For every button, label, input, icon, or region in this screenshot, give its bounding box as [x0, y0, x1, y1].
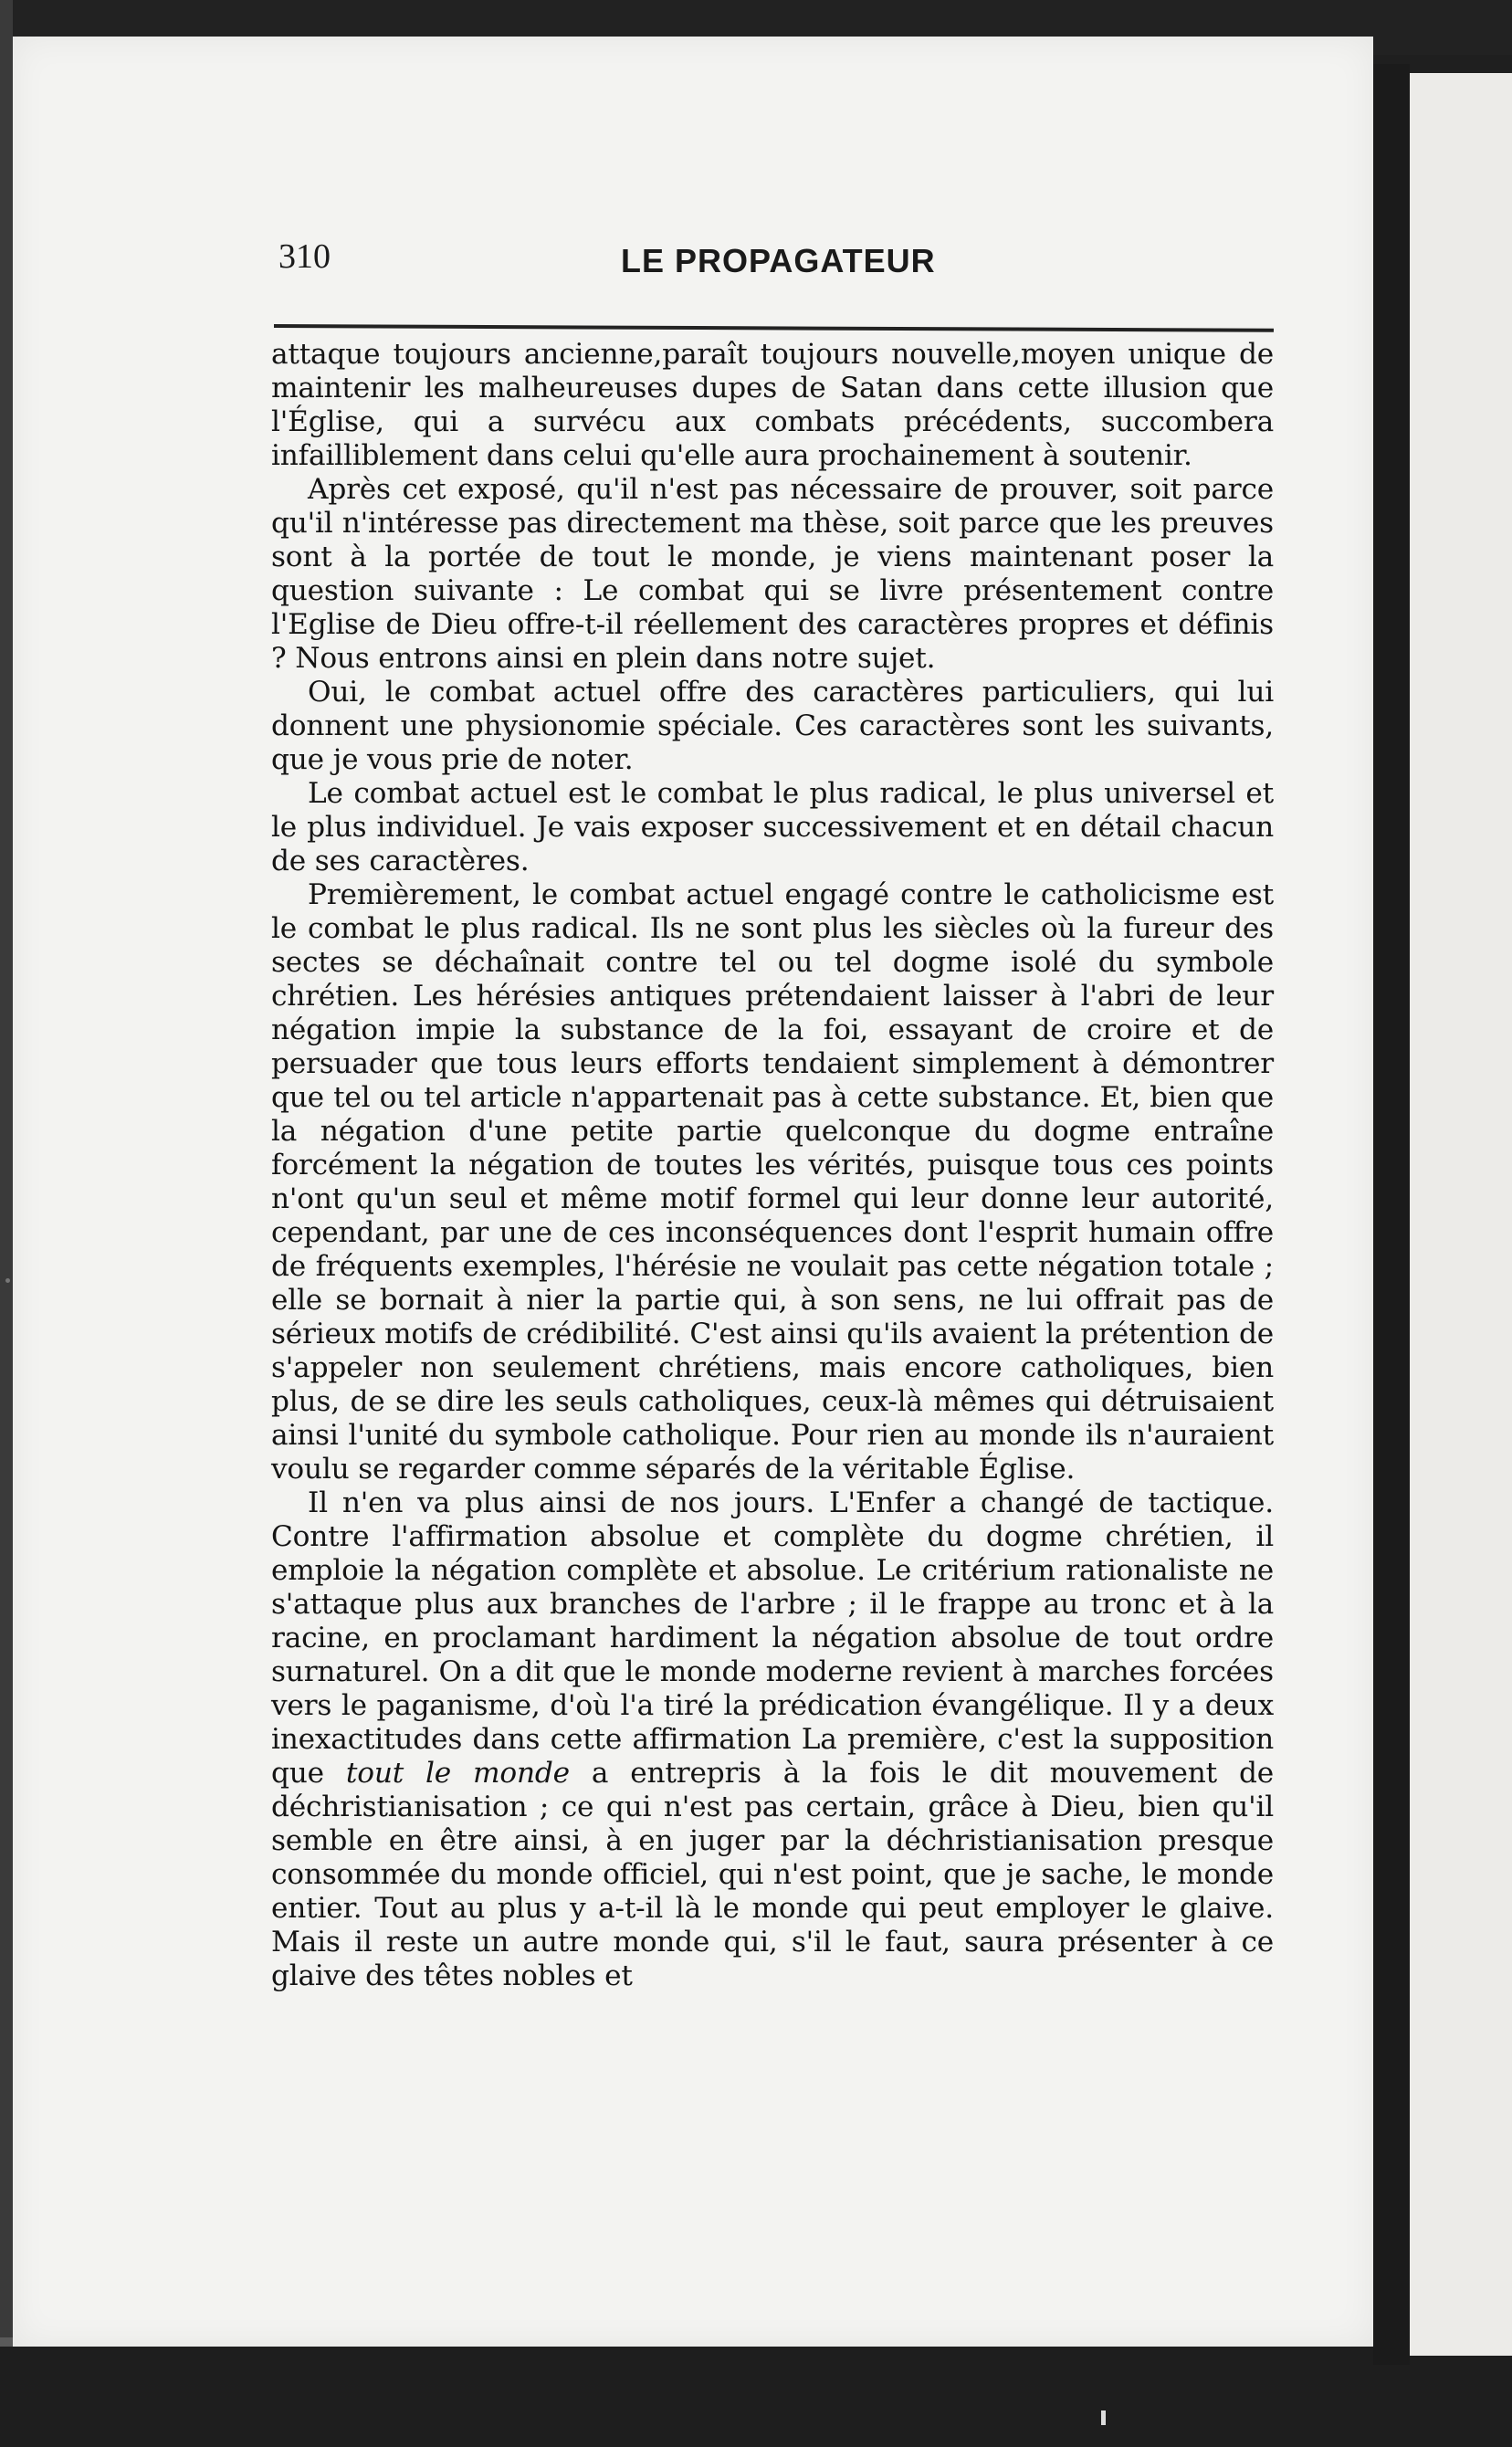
scan-bottom-band	[0, 2347, 1512, 2447]
page-header	[278, 233, 1274, 288]
paragraph-5: Premièrement, le combat actuel engagé contre le catholicisme est le combat le plus radical. Ils ne sont plus les siècles où la fureur des sectes se déchaînait contre tel ou tel dogme isolé du symbole chrétien. Les hérésies antiques prétendaient laisser à l'abri de leur négation impie la substance de la foi, essayant de croire et de persuader que tous leurs efforts tendaient simplement à démontrer que tel ou tel article n'appartenait pas à cette substance. Et, bien que la négation d'une petite partie quelconque du dogme entraîne forcément la négation de toutes les vérités, puisque tous ces points n'ont qu'un seul et même motif formel qui leur donne leur autorité, cependant, par une de ces inconséquences dont l'esprit humain offre de fréquents exemples, l'hérésie ne voulait pas cette négation totale ; elle se bornait à nier la partie qui, à son sens, ne lui offrait pas de sérieux motifs de crédibilité. C'est ainsi qu'ils avaient la prétention de s'appeler non seulement chrétiens, mais encore catholiques, bien plus, de se dire les seuls catholiques, ceux-là mêmes qui détruisaient ainsi l'unité du symbole catholique. Pour rien au monde ils n'auraient voulu se regarder comme séparés de la véritable Église.	[271, 878, 1274, 1486]
page-number: 310	[278, 237, 331, 276]
scan-artifact	[5, 1278, 10, 1283]
body-text	[271, 338, 1274, 1993]
paragraph-1: attaque toujours ancienne,paraît toujours nouvelle,moyen unique de maintenir les malheureuses dupes de Satan dans cette illusion que l'Église, qui a survécu aux combats précédents, succombera infailliblement dans celui qu'elle aura prochainement à soutenir.	[271, 338, 1274, 472]
scan-artifact	[1101, 2410, 1106, 2425]
paragraph-4: Le combat actuel est le combat le plus radical, le plus universel et le plus individuel. Je vais exposer successivement et en détail chacun de ses caractères.	[271, 777, 1274, 877]
running-title: LE PROPAGATEUR	[621, 242, 936, 279]
paragraph-2: Après cet exposé, qu'il n'est pas nécessaire de prouver, soit parce qu'il n'intéresse pas directement ma thèse, soit parce que les preuves sont à la portée de tout le monde, je viens maintenant poser la question suivante : Le combat qui se livre présentement contre l'Eglise de Dieu offre-t-il réellement des caractères propres et définis ? Nous entrons ainsi en plein dans notre sujet.	[271, 473, 1274, 675]
scan-left-edge	[0, 0, 13, 2447]
paragraph-3: Oui, le combat actuel offre des caractères particuliers, qui lui donnent une physionomie spéciale. Ces caractères sont les suivants, que je vous prie de noter.	[271, 676, 1274, 776]
emphasis: tout le monde	[345, 1757, 570, 1790]
paragraph-6: Il n'en va plus ainsi de nos jours. L'Enfer a changé de tactique. Contre l'affirmation absolue et complète du dogme chrétien, il emploie la négation complète et absolue. Le critérium rationaliste ne s'attaque plus aux branches de l'arbre ; il le frappe au tronc et à la racine, en proclamant hardiment la négation absolue de tout ordre surnaturel. On a dit que le monde moderne revient à marches forcées vers le paganisme, d'où l'a tiré la prédication évangélique. Il y a deux inexactitudes dans cette affirmation La première, c'est la supposition que tout le monde a entrepris à la fois le dit mouvement de déchristianisation ; ce qui n'est pas certain, grâce à Dieu, bien qu'il semble en être ainsi, à en juger par la déchristianisation presque consommée du monde officiel, qui n'est point, que je sache, le monde entier. Tout au plus y a-t-il là le monde qui peut employer le glaive. Mais il reste un autre monde qui, s'il le faut, saura présenter à ce glaive des têtes nobles et	[271, 1486, 1275, 1992]
page-gutter	[1373, 64, 1410, 2365]
adjacent-page-edge	[1410, 73, 1512, 2356]
